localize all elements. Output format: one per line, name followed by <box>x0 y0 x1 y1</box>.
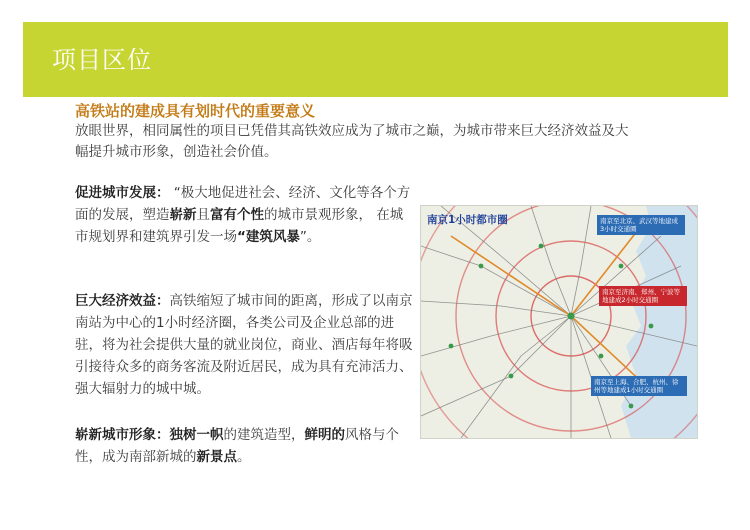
callout-1-hour: 南京至上海、合肥、杭州、徐州等地建成1小时交通圈 <box>591 376 687 396</box>
body-text: 且 <box>196 207 210 223</box>
body-text: ”。 <box>299 229 321 245</box>
emphasis-text: “建筑风暴 <box>237 229 300 245</box>
body-text: “极大地促进社会、经济、文化等各个方面的发展，塑造 <box>75 185 411 223</box>
emphasis-text: 崭新 <box>169 207 197 223</box>
body-text: 的城市景观形象， 在城市规划界和建筑界引发一场 <box>75 207 404 245</box>
map-graphic <box>421 206 697 438</box>
emphasis-text: 富有个性 <box>210 207 264 223</box>
section-urban-development <box>75 182 415 248</box>
body-text: 高铁缩短了城市间的距离，形成了以南京南站为中心的1小时经济圈，各类公司及企业总部的进驻，将为社会提供大量的就业岗位，商业、酒店每年将吸引接待众多的商务客流及附近居民，成为具有充沛活力、强大辐射力的城中城。 <box>75 293 413 397</box>
section-economic-benefit <box>75 290 415 400</box>
emphasis-text: 鲜明的 <box>304 427 345 443</box>
emphasis-text: 新景点 <box>196 449 237 465</box>
emphasis-text: 独树一帜 <box>169 427 224 443</box>
map-title: 南京1小时都市圈 <box>427 214 508 226</box>
section-heading: 促进城市发展： <box>75 185 170 201</box>
section-city-image <box>75 424 415 468</box>
callout-2-hour: 南京至济南、郑州、宁波等地建成2小时交通圈 <box>599 286 687 306</box>
body-text: 的建筑造型， <box>223 427 305 443</box>
intro-paragraph: 放眼世界，相同属性的项目已凭借其高铁效应成为了城市之巅，为城市带来巨大经济效益及大幅提升城市形象，创造社会价值。 <box>75 123 629 160</box>
section-heading: 崭新城市形象： <box>75 427 170 443</box>
subheading: 高铁站的建成具有划时代的重要意义 <box>75 102 316 120</box>
section-heading: 巨大经济效益： <box>75 293 170 309</box>
body-text: 。 <box>237 449 251 465</box>
metro-circle-map <box>420 205 698 439</box>
page-title: 项目区位 <box>52 46 152 74</box>
callout-3-hour: 南京至北京、武汉等地建成3小时交通圈 <box>597 215 685 235</box>
body-text: 风格与个性，成为南部新城的 <box>75 427 399 465</box>
